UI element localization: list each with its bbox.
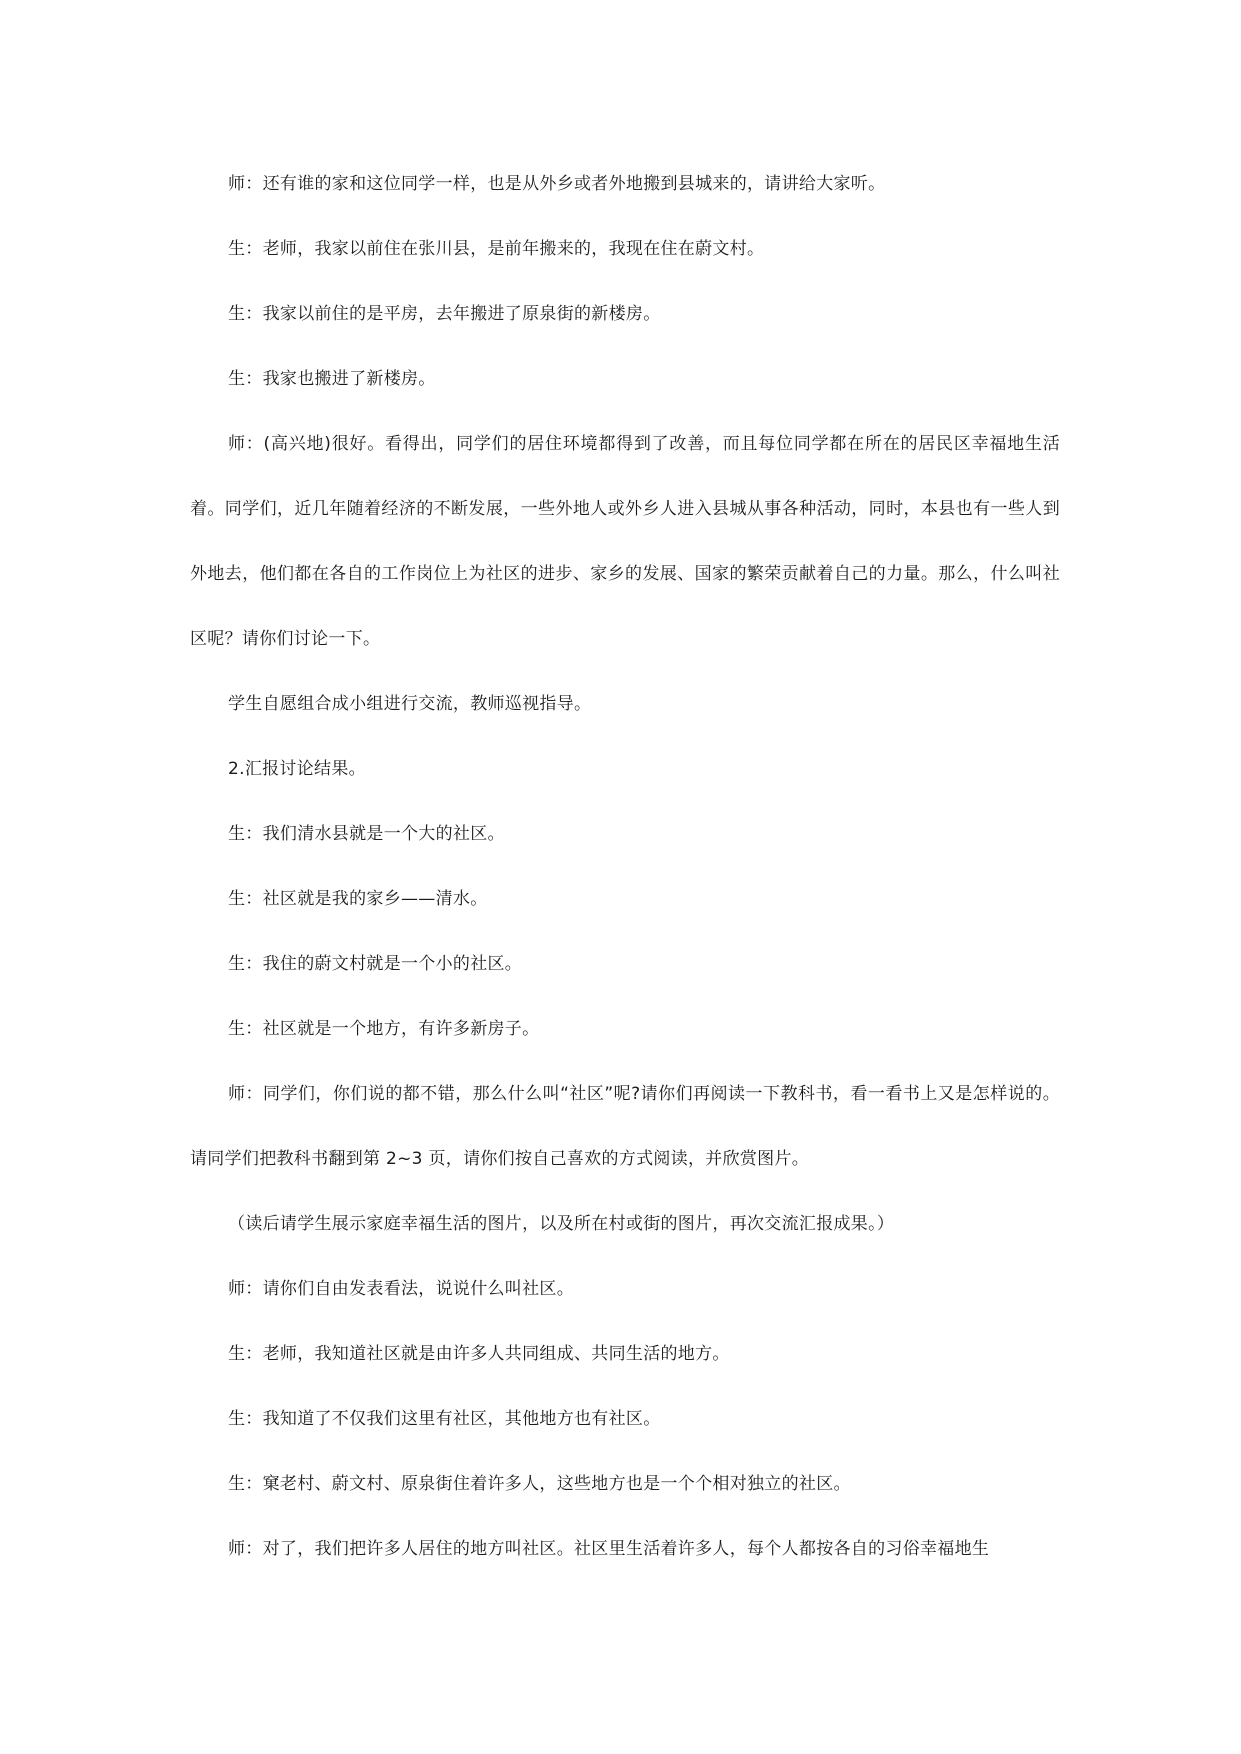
paragraph: 师：同学们，你们说的都不错，那么什么叫“社区”呢?请你们再阅读一下教科书，看一看书上又是怎样说的。请同学们把教科书翻到第 2~3 页，请你们按自己喜欢的方式阅读，并欣赏图片。	[190, 1084, 1060, 1169]
paragraph: 生：我知道了不仅我们这里有社区，其他地方也有社区。	[228, 1409, 661, 1429]
paragraph: 生：窠老村、蔚文村、原泉街住着许多人，这些地方也是一个个相对独立的社区。	[228, 1474, 851, 1494]
paragraph: 生：我家以前住的是平房，去年搬进了原泉街的新楼房。	[228, 304, 661, 324]
paragraph: 师：请你们自由发表看法，说说什么叫社区。	[228, 1279, 574, 1299]
paragraph: 师：对了，我们把许多人居住的地方叫社区。社区里生活着许多人，每个人都按各自的习俗幸福地生	[228, 1539, 990, 1559]
paragraph: 生：社区就是一个地方，有许多新房子。	[228, 1019, 540, 1039]
paragraph: 师：还有谁的家和这位同学一样，也是从外乡或者外地搬到县城来的，请讲给大家听。	[228, 174, 886, 194]
paragraph: 生：社区就是我的家乡——清水。	[228, 889, 488, 909]
paragraph: 生：老师，我知道社区就是由许多人共同组成、共同生活的地方。	[228, 1344, 730, 1364]
paragraph: 生：我住的蔚文村就是一个小的社区。	[228, 954, 523, 974]
section-heading: 2.汇报讨论结果。	[228, 759, 366, 779]
paragraph: 生：老师，我家以前住在张川县，是前年搬来的，我现在住在蔚文村。	[228, 239, 765, 259]
paragraph: （读后请学生展示家庭幸福生活的图片，以及所在村或街的图片，再次交流汇报成果。）	[228, 1214, 895, 1234]
paragraph: 学生自愿组合成小组进行交流，教师巡视指导。	[228, 694, 592, 714]
paragraph: 生：我们清水县就是一个大的社区。	[228, 824, 505, 844]
paragraph: 生：我家也搬进了新楼房。	[228, 369, 436, 389]
paragraph: 师：(高兴地)很好。看得出，同学们的居住环境都得到了改善，而且每位同学都在所在的居民区幸福地生活着。同学们，近几年随着经济的不断发展，一些外地人或外乡人进入县城从事各种活动，同时，本县也有一些人到外地去，他们都在各自的工作岗位上为社区的进步、家乡的发展、国家的繁荣贡献着自己的力量。那么，什么叫社区呢？请你们讨论一下。	[190, 434, 1060, 649]
